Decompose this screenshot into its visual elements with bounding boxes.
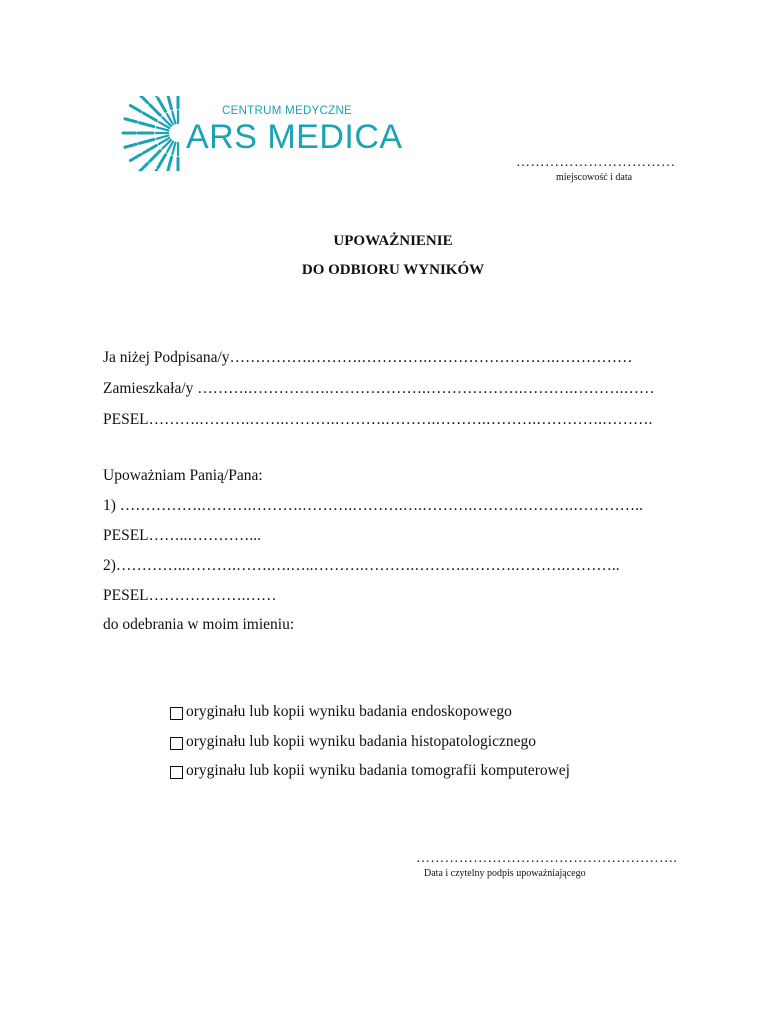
applicant-pesel-field[interactable]: PESEL……….……….…….……….……….……….……….……….………….………. <box>103 411 653 428</box>
place-date-label: miejscowość i data <box>556 172 633 183</box>
logo-ray-segment <box>143 146 156 154</box>
logo-ray-segment <box>158 98 166 111</box>
logo-ray-segment <box>151 170 157 171</box>
checkbox[interactable] <box>170 707 183 720</box>
option-endoscopy[interactable] <box>170 703 512 721</box>
document-subtitle: DO ODBIORU WYNIKÓW <box>301 262 485 278</box>
logo-ray-segment <box>168 96 172 109</box>
document-title: UPOWAŻNIENIE <box>333 233 453 249</box>
option-label: oryginału lub kopii wyniku badania endoskopowego <box>186 703 512 720</box>
logo-ray-segment <box>143 113 156 121</box>
logo-ray-segment <box>157 136 169 139</box>
logo-ray-segment <box>139 123 153 127</box>
logo-ray-segment <box>172 112 175 124</box>
logo-ray-segment <box>158 155 166 168</box>
logo-subtitle: CENTRUM MEDYCZNE <box>222 105 353 117</box>
logo-ray-segment <box>168 157 172 171</box>
person2-pesel-field[interactable]: PESEL……………….…… <box>103 587 277 604</box>
logo-sunburst-icon <box>100 96 180 171</box>
applicant-address-field[interactable]: Zamieszkała/y ……….…………….……………….……………….……….……….…… <box>103 380 655 397</box>
logo-name: ARS MEDICA <box>186 118 403 156</box>
option-histopathology[interactable] <box>170 733 536 751</box>
logo-ray-segment <box>125 144 137 147</box>
logo-ray-segment <box>139 163 147 171</box>
person1-name-field[interactable]: 1) …………….……….……….……….……….….……….……….……….………….. <box>103 497 643 514</box>
person1-pesel-field[interactable]: PESEL……..…………... <box>103 527 262 544</box>
logo-ray-segment <box>172 143 175 155</box>
option-ct-scan[interactable] <box>170 762 570 780</box>
logo-ray-segment <box>139 96 147 103</box>
authorization-intro: Upoważniam Panią/Pana: <box>103 467 263 484</box>
logo-ray-segment <box>150 151 161 162</box>
place-date-field[interactable]: …………………………… <box>516 155 676 170</box>
signature-field[interactable]: ………………………………………………. <box>416 851 678 866</box>
person2-name-field[interactable]: 2)…………..……….…….….…..……….……….……….……….……….……….. <box>103 557 620 574</box>
ars-medica-logo <box>100 96 403 171</box>
authorization-purpose: do odebrania w moim imieniu: <box>103 616 295 633</box>
option-label: oryginału lub kopii wyniku badania tomografii komputerowej <box>186 762 570 779</box>
signature-label: Data i czytelny podpis upoważniającego <box>424 868 586 879</box>
logo-ray-segment <box>130 106 140 112</box>
logo-ray-segment <box>125 119 137 122</box>
logo-ray-segment <box>150 105 161 116</box>
applicant-name-field[interactable]: Ja niżej Podpisana/y…………….……….………….…………………….…………… <box>103 349 633 366</box>
logo-ray-segment <box>139 139 153 143</box>
option-label: oryginału lub kopii wyniku badania histopatologicznego <box>186 733 536 750</box>
checkbox[interactable] <box>170 737 183 750</box>
logo-ray-segment <box>130 155 140 161</box>
logo-ray-segment <box>157 127 169 130</box>
checkbox[interactable] <box>170 766 183 779</box>
